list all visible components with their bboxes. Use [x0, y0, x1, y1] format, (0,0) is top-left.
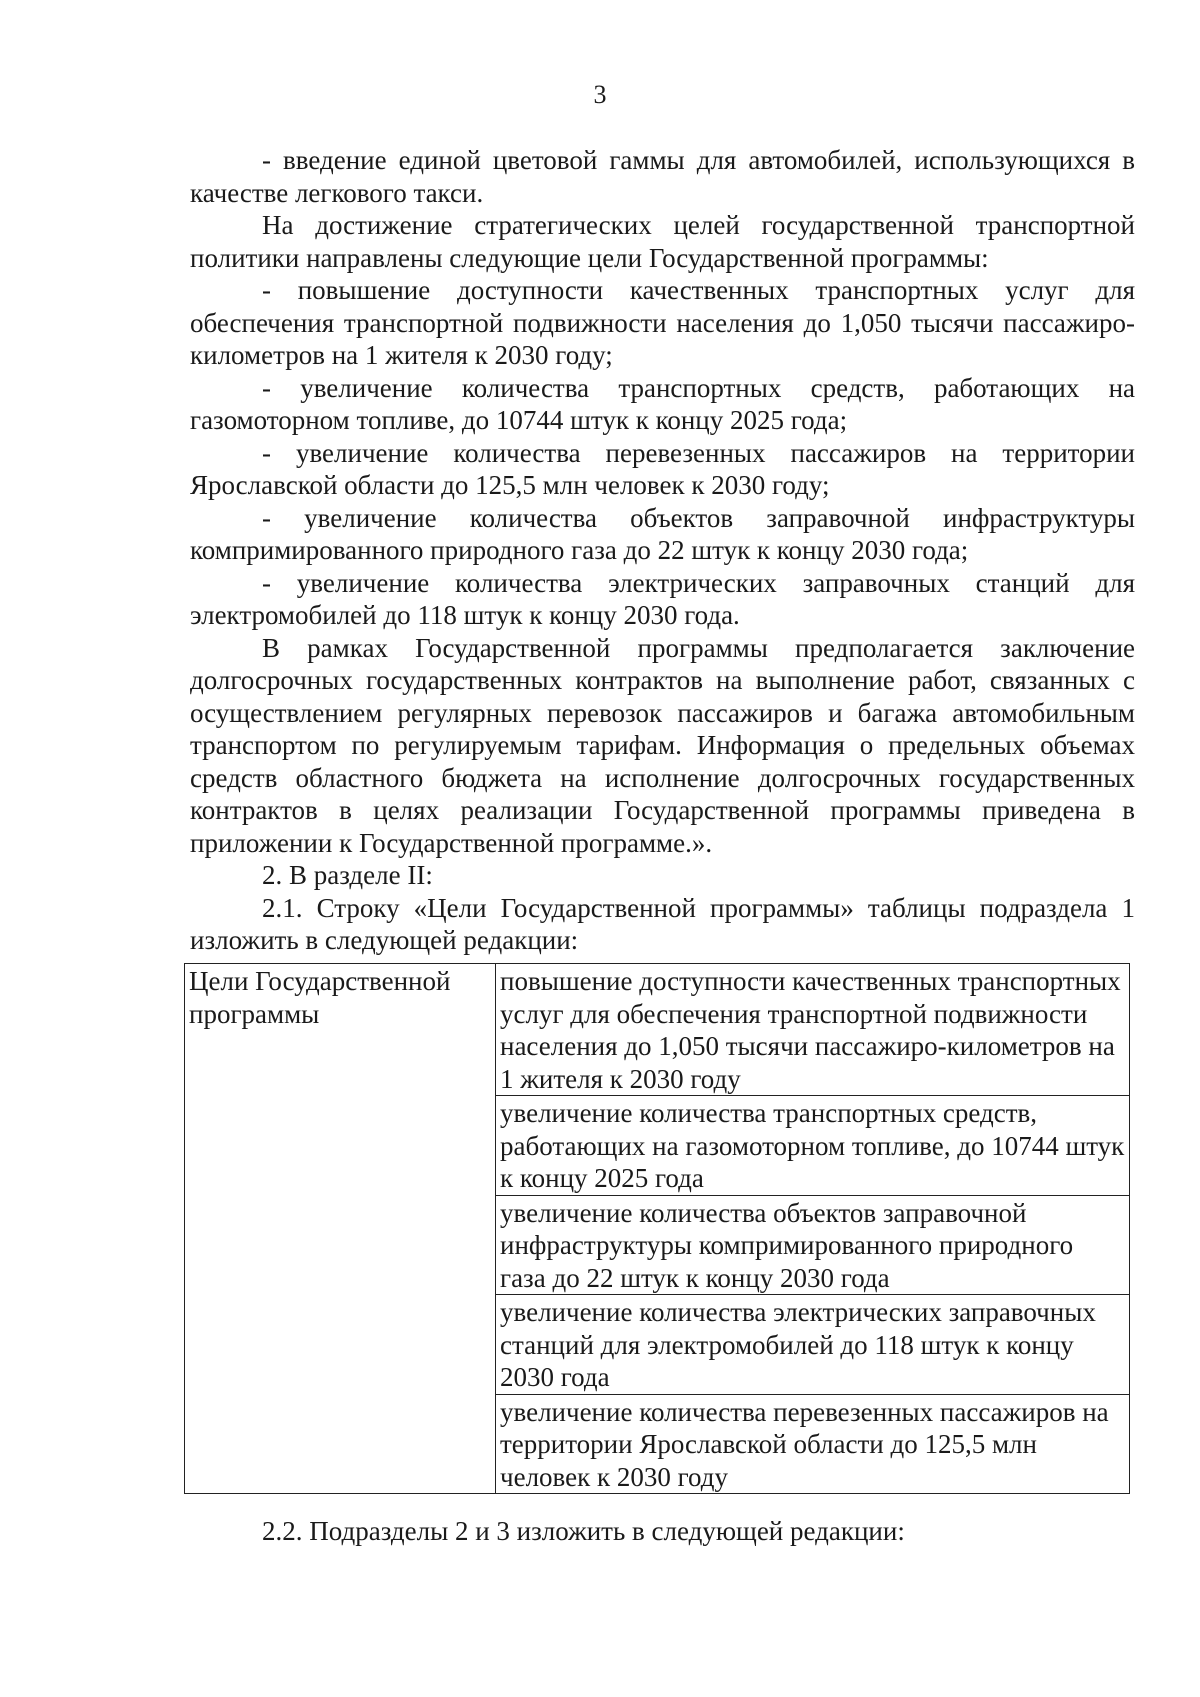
paragraph-section-2-1: 2.1. Строку «Цели Государственной программы» таблицы подраздела 1 изложить в следующей редакции: [190, 892, 1135, 955]
paragraph-strategic-goals: На достижение стратегических целей государственной транспортной политики направлены следующие цели Государственной программы: [190, 210, 1135, 273]
table-cell-goal-3: увеличение количества объектов заправочной инфраструктуры компримированного природного газа до 22 штук к концу 2030 года [496, 1195, 1130, 1295]
paragraph-long-term-contracts: В рамках Государственной программы предполагается заключение долгосрочных государственных контрактов на выполнение работ, связанных с осуществлением регулярных перевозок пассажиров и багажа автомобильным транспортом по регулируемым тарифам. Информация о предельных объемах средств областного бюджета на исполнение долгосрочных государственных контрактов в целях реализации Государственной программы приведена в приложении к Государственной программе.». [190, 632, 1135, 858]
paragraph-goal-cng-stations: - увеличение количества объектов заправочной инфраструктуры компримированного природного газа до 22 штук к концу 2030 года; [190, 502, 1135, 565]
paragraph-goal-gas-vehicles: - увеличение количества транспортных средств, работающих на газомоторном топливе, до 10744 штук к концу 2025 года; [190, 372, 1135, 435]
paragraph-taxi-color: - введение единой цветовой гаммы для автомобилей, использующихся в качестве легкового такси. [190, 145, 1135, 208]
paragraph-goal-ev-stations: - увеличение количества электрических заправочных станций для электромобилей до 118 штук к концу 2030 года. [190, 567, 1135, 630]
table-cell-goal-5: увеличение количества перевезенных пассажиров на территории Ярославской области до 125,5 млн человек к 2030 году [496, 1394, 1130, 1494]
paragraph-goal-accessibility: - повышение доступности качественных транспортных услуг для обеспечения транспортной подвижности населения до 1,050 тысячи пассажиро-километров на 1 жителя к 2030 году; [190, 275, 1135, 370]
table-cell-goal-2: увеличение количества транспортных средств, работающих на газомоторном топливе, до 10744 штук к концу 2025 года [496, 1096, 1130, 1196]
paragraph-goal-passengers: - увеличение количества перевезенных пассажиров на территории Ярославской области до 125,5 млн человек к 2030 году; [190, 437, 1135, 500]
paragraph-section-2: 2. В разделе II: [262, 860, 433, 890]
page-number: 3 [593, 80, 607, 109]
goals-table [184, 963, 1130, 1494]
document-body [190, 144, 1135, 957]
table-cell-goal-1: повышение доступности качественных транспортных услуг для обеспечения транспортной подвижности населения до 1,050 тысячи пассажиро-километров на 1 жителя к 2030 году [496, 964, 1130, 1096]
table-row [185, 964, 1130, 1096]
table-cell-goal-4: увеличение количества электрических заправочных станций для электромобилей до 118 штук к концу 2030 года [496, 1295, 1130, 1395]
paragraph-section-2-2: 2.2. Подразделы 2 и 3 изложить в следующей редакции: [262, 1516, 905, 1546]
table-label-cell: Цели Государственной программы [185, 964, 496, 1494]
